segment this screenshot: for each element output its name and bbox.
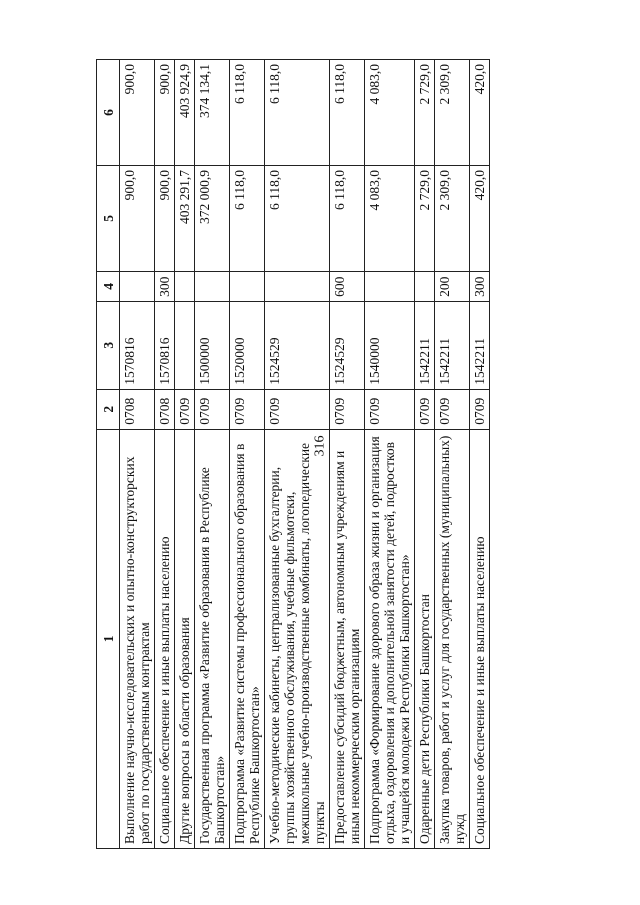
- row-section-code-cell: 0709: [435, 389, 470, 429]
- row-name-cell: Подпрограмма «Формирование здорового образа жизни и организация отдыха, оздоровления и дополнительной занятости детей, подростков и учащейся молодежи Республики Башкортостан»: [365, 429, 415, 848]
- row-amount-col6-cell: 900,0: [155, 60, 175, 166]
- table-row: [195, 60, 230, 849]
- row-section-code-cell: 0709: [470, 389, 490, 429]
- budget-table: [96, 59, 490, 849]
- header-cell: 2: [97, 389, 120, 429]
- row-amount-col5-cell: 900,0: [155, 165, 175, 271]
- row-section-code-cell: 0709: [195, 389, 230, 429]
- table-row: [265, 60, 330, 849]
- row-name-cell: Государственная программа «Развитие образования в Республике Башкортостан»: [195, 429, 230, 848]
- row-target-article-cell: 1570816: [155, 301, 175, 389]
- row-target-article-cell: [175, 301, 195, 389]
- header-cell: 4: [97, 271, 120, 301]
- row-amount-col6-cell: 900,0: [120, 60, 155, 166]
- row-amount-col6-cell: 6 118,0: [330, 60, 365, 166]
- row-target-article-cell: 1542211: [415, 301, 435, 389]
- row-expense-type-cell: [175, 271, 195, 301]
- row-name-cell: Учебно-методические кабинеты, централизованные бухгалтерии, группы хозяйственного обслуживания, учебные фильмотеки, межшкольные учебно-производственные комбинаты, логопедические пункты: [265, 429, 330, 848]
- row-target-article-cell: 1540000: [365, 301, 415, 389]
- row-expense-type-cell: [120, 271, 155, 301]
- row-expense-type-cell: [365, 271, 415, 301]
- row-amount-col6-cell: 374 134,1: [195, 60, 230, 166]
- table-row: [470, 60, 490, 849]
- row-expense-type-cell: 600: [330, 271, 365, 301]
- header-cell: 3: [97, 301, 120, 389]
- row-section-code-cell: 0709: [175, 389, 195, 429]
- row-section-code-cell: 0709: [230, 389, 265, 429]
- row-amount-col6-cell: 2 309,0: [435, 60, 470, 166]
- table-row: [230, 60, 265, 849]
- table-row: [435, 60, 470, 849]
- table-row: [175, 60, 195, 849]
- table-row: [365, 60, 415, 849]
- row-target-article-cell: 1570816: [120, 301, 155, 389]
- row-section-code-cell: 0709: [330, 389, 365, 429]
- row-amount-col6-cell: 6 118,0: [265, 60, 330, 166]
- row-target-article-cell: 1542211: [435, 301, 470, 389]
- row-amount-col5-cell: 6 118,0: [265, 165, 330, 271]
- row-amount-col6-cell: 2 729,0: [415, 60, 435, 166]
- row-amount-col5-cell: 4 083,0: [365, 165, 415, 271]
- row-amount-col6-cell: 6 118,0: [230, 60, 265, 166]
- row-section-code-cell: 0709: [365, 389, 415, 429]
- table-row: [415, 60, 435, 849]
- row-name-cell: Подпрограмма «Развитие системы профессионального образования в Республике Башкортостан»: [230, 429, 265, 848]
- header-row: [97, 60, 120, 849]
- row-amount-col5-cell: 2 729,0: [415, 165, 435, 271]
- header-cell: 6: [97, 60, 120, 166]
- table-body: [120, 60, 490, 849]
- row-name-cell: Социальное обеспечение и иные выплаты населению: [470, 429, 490, 848]
- row-name-cell: Другие вопросы в области образования: [175, 429, 195, 848]
- row-amount-col5-cell: 900,0: [120, 165, 155, 271]
- row-expense-type-cell: 300: [155, 271, 175, 301]
- table-row: [155, 60, 175, 849]
- row-amount-col6-cell: 4 083,0: [365, 60, 415, 166]
- row-amount-col5-cell: 372 000,9: [195, 165, 230, 271]
- row-expense-type-cell: 200: [435, 271, 470, 301]
- header-cell: 1: [97, 429, 120, 848]
- row-section-code-cell: 0708: [120, 389, 155, 429]
- row-amount-col5-cell: 6 118,0: [330, 165, 365, 271]
- row-section-code-cell: 0709: [265, 389, 330, 429]
- row-target-article-cell: 1520000: [230, 301, 265, 389]
- row-expense-type-cell: 300: [470, 271, 490, 301]
- row-amount-col6-cell: 403 924,9: [175, 60, 195, 166]
- row-amount-col5-cell: 6 118,0: [230, 165, 265, 271]
- table-row: [330, 60, 365, 849]
- row-amount-col6-cell: 420,0: [470, 60, 490, 166]
- row-target-article-cell: 1524529: [265, 301, 330, 389]
- table-row: [120, 60, 155, 849]
- header-cell: 5: [97, 165, 120, 271]
- row-name-cell: Закупка товаров, работ и услуг для государственных (муниципальных) нужд: [435, 429, 470, 848]
- row-name-cell: Выполнение научно-исследовательских и опытно-конструкторских работ по государственным контрактам: [120, 429, 155, 848]
- row-expense-type-cell: [230, 271, 265, 301]
- row-expense-type-cell: [415, 271, 435, 301]
- row-section-code-cell: 0709: [415, 389, 435, 429]
- row-expense-type-cell: [265, 271, 330, 301]
- row-target-article-cell: 1524529: [330, 301, 365, 389]
- row-name-cell: Одаренные дети Республики Башкортостан: [415, 429, 435, 848]
- row-amount-col5-cell: 2 309,0: [435, 165, 470, 271]
- row-section-code-cell: 0708: [155, 389, 175, 429]
- row-expense-type-cell: [195, 271, 230, 301]
- row-target-article-cell: 1542211: [470, 301, 490, 389]
- row-amount-col5-cell: 403 291,7: [175, 165, 195, 271]
- row-target-article-cell: 1500000: [195, 301, 230, 389]
- row-name-cell: Предоставление субсидий бюджетным, автономным учреждениям и иным некоммерческим организациям: [330, 429, 365, 848]
- page-number-text: 316: [312, 435, 327, 457]
- row-name-cell: Социальное обеспечение и иные выплаты населению: [155, 429, 175, 848]
- row-amount-col5-cell: 420,0: [470, 165, 490, 271]
